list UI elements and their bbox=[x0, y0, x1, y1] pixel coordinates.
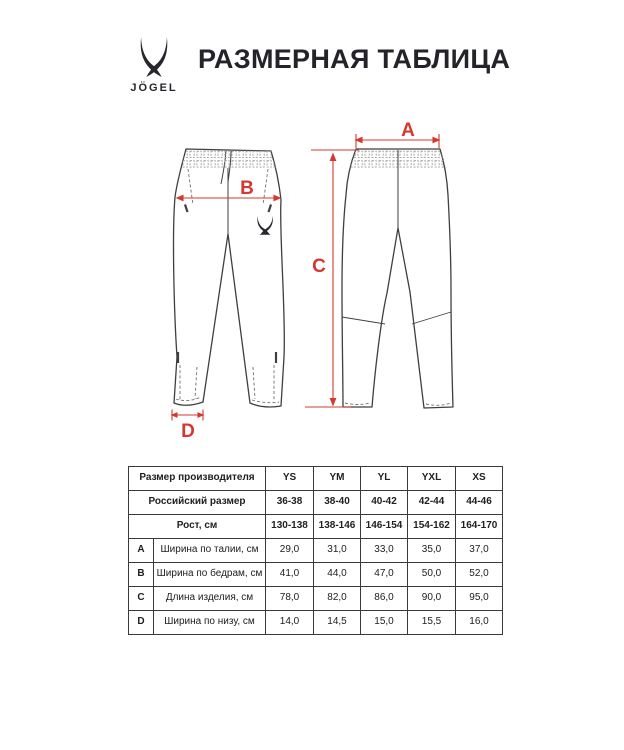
table-cell: 40-42 bbox=[361, 491, 408, 515]
brand-wordmark: JÖGEL bbox=[130, 82, 178, 94]
measure-letter: C bbox=[129, 587, 154, 611]
measurement-label-a: A bbox=[401, 120, 415, 141]
measurement-arrow-a bbox=[356, 134, 439, 148]
measurement-arrow-d bbox=[172, 410, 203, 421]
table-cell: 15,0 bbox=[361, 611, 408, 635]
row-label: Российский размер bbox=[129, 491, 266, 515]
table-cell: 82,0 bbox=[314, 587, 361, 611]
measure-label: Длина изделия, см bbox=[154, 587, 266, 611]
table-cell: 47,0 bbox=[361, 563, 408, 587]
measure-label: Ширина по талии, см bbox=[154, 539, 266, 563]
table-row-measure-c bbox=[129, 587, 503, 611]
front-waistband bbox=[181, 149, 276, 168]
table-cell: YXL bbox=[408, 467, 456, 491]
pants-size-diagram bbox=[0, 112, 624, 457]
table-cell: 14,0 bbox=[266, 611, 314, 635]
row-label: Рост, см bbox=[129, 515, 266, 539]
table-cell: 146-154 bbox=[361, 515, 408, 539]
table-cell: 35,0 bbox=[408, 539, 456, 563]
table-cell: 78,0 bbox=[266, 587, 314, 611]
measurement-label-d: D bbox=[181, 421, 195, 442]
measure-letter: A bbox=[129, 539, 154, 563]
row-label: Размер производителя bbox=[129, 467, 266, 491]
page-title: РАЗМЕРНАЯ ТАБЛИЦА bbox=[198, 44, 511, 74]
brand-block bbox=[116, 37, 192, 94]
table-cell: 37,0 bbox=[456, 539, 503, 563]
table-cell: YS bbox=[266, 467, 314, 491]
table-row-russian-size bbox=[129, 491, 503, 515]
measure-label: Ширина по бедрам, см bbox=[154, 563, 266, 587]
table-row-manufacturer-size bbox=[129, 467, 503, 491]
table-cell: 14,5 bbox=[314, 611, 361, 635]
measurement-label-b: B bbox=[240, 178, 254, 199]
table-cell: 16,0 bbox=[456, 611, 503, 635]
table-cell: 44,0 bbox=[314, 563, 361, 587]
measure-letter: B bbox=[129, 563, 154, 587]
table-cell: 29,0 bbox=[266, 539, 314, 563]
table-cell: 86,0 bbox=[361, 587, 408, 611]
table-cell: 130-138 bbox=[266, 515, 314, 539]
table-row-measure-b bbox=[129, 563, 503, 587]
table-cell: 50,0 bbox=[408, 563, 456, 587]
measurement-label-c: C bbox=[312, 256, 326, 277]
table-cell: 36-38 bbox=[266, 491, 314, 515]
table-cell: 15,5 bbox=[408, 611, 456, 635]
table-cell: YM bbox=[314, 467, 361, 491]
table-cell: 44-46 bbox=[456, 491, 503, 515]
table-row-measure-d bbox=[129, 611, 503, 635]
table-cell: 41,0 bbox=[266, 563, 314, 587]
pants-front-outline bbox=[174, 149, 285, 407]
table-cell: 95,0 bbox=[456, 587, 503, 611]
table-cell: 154-162 bbox=[408, 515, 456, 539]
table-row-height bbox=[129, 515, 503, 539]
table-cell: 33,0 bbox=[361, 539, 408, 563]
table-cell: 90,0 bbox=[408, 587, 456, 611]
measure-letter: D bbox=[129, 611, 154, 635]
table-cell: YL bbox=[361, 467, 408, 491]
table-cell: 31,0 bbox=[314, 539, 361, 563]
table-cell: 138-146 bbox=[314, 515, 361, 539]
back-waistband bbox=[350, 149, 446, 168]
table-cell: XS bbox=[456, 467, 503, 491]
table-cell: 52,0 bbox=[456, 563, 503, 587]
jogel-logo-icon bbox=[140, 37, 168, 78]
table-cell: 164-170 bbox=[456, 515, 503, 539]
table-cell: 42-44 bbox=[408, 491, 456, 515]
measure-label: Ширина по низу, см bbox=[154, 611, 266, 635]
table-row-measure-a bbox=[129, 539, 503, 563]
table-cell: 38-40 bbox=[314, 491, 361, 515]
size-table bbox=[128, 466, 503, 635]
